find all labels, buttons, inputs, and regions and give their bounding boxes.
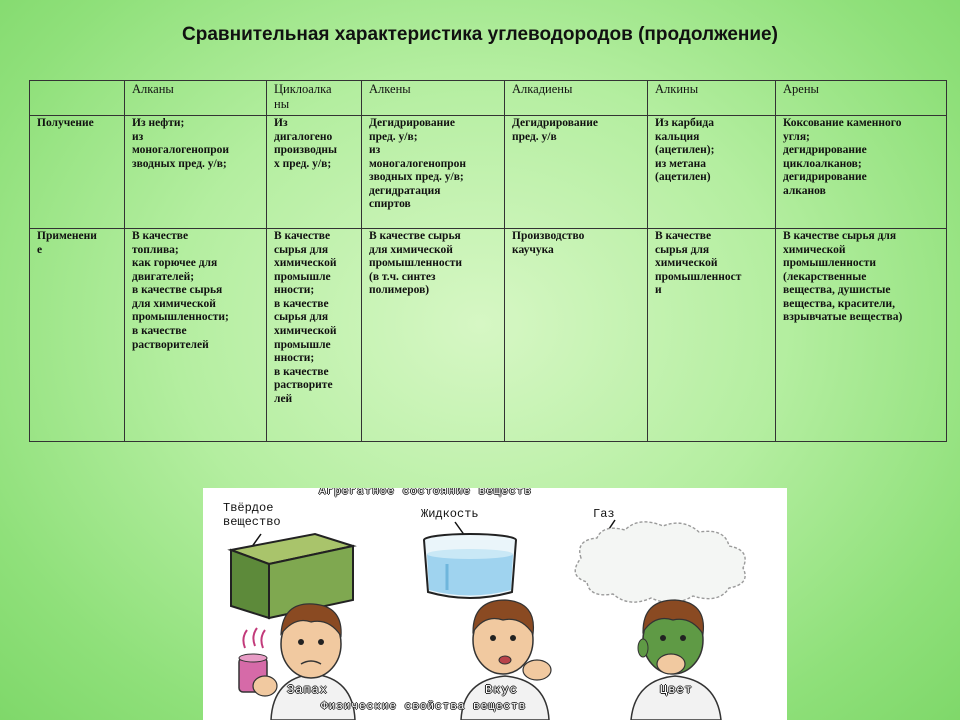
table-cell: В качестве топлива; как горючее для двигателей; в качестве сырья для химической промышленности; в качестве растворителей <box>125 229 267 442</box>
table-cell: Из нефти; из моногалогенопрои зводных пред. у/в; <box>125 116 267 229</box>
solid-label: Твёрдое вещество <box>223 501 281 529</box>
header-cycloalkanes: Циклоалка ны <box>267 81 362 116</box>
gas-label: Газ <box>593 507 615 521</box>
header-alkynes: Алкины <box>648 81 776 116</box>
header-alkadienes: Алкадиены <box>505 81 648 116</box>
table-cell: Производство каучука <box>505 229 648 442</box>
comparison-table <box>29 80 947 442</box>
gas-cloud-icon <box>575 522 745 603</box>
table-cell: В качестве сырья для химической промышленности (в т.ч. синтез полимеров) <box>362 229 505 442</box>
table-cell: Дегидрирование пред. у/в; из моногалогенопрон зводных пред. у/в; дегидратация спиртов <box>362 116 505 229</box>
table-row <box>30 116 947 229</box>
table-cell: Дегидрирование пред. у/в <box>505 116 648 229</box>
table-cell: Из дигалогено производны х пред. у/в; <box>267 116 362 229</box>
sense-label-taste: Вкус <box>485 683 518 697</box>
table-cell: Коксование каменного угля; дегидрирование циклоалканов; дегидрирование алканов <box>776 116 947 229</box>
solid-cube-icon <box>231 534 353 618</box>
bottom-caption: Физические свойства веществ <box>321 701 527 713</box>
header-alkenes: Алкены <box>362 81 505 116</box>
sense-label-color: Цвет <box>660 683 693 697</box>
liquid-label: Жидкость <box>421 507 479 521</box>
row-label-application: Применени е <box>30 229 125 442</box>
person-color-icon <box>631 600 721 720</box>
table-row <box>30 229 947 442</box>
header-alkanes: Алканы <box>125 81 267 116</box>
header-arenes: Арены <box>776 81 947 116</box>
table-cell: В качестве сырья для химической промышленности (лекарственные вещества, душистые вещества, красители, взрывчатые вещества) <box>776 229 947 442</box>
row-label-obtaining: Получение <box>30 116 125 229</box>
header-cell-empty <box>30 81 125 116</box>
sense-label-smell: Запах <box>287 683 329 697</box>
table-cell: Из карбида кальция (ацетилен); из метана (ацетилен) <box>648 116 776 229</box>
states-of-matter-illustration <box>203 488 787 720</box>
top-caption: Агрегатное состояние веществ <box>319 488 532 498</box>
table-header-row <box>30 81 947 116</box>
table-cell: В качестве сырья для химической промышле нности; в качестве сырья для химической промышле нности; в качестве растворите лей <box>267 229 362 442</box>
table-cell: В качестве сырья для химической промышленност и <box>648 229 776 442</box>
slide-title: Сравнительная характеристика углеводородов (продолжение) <box>182 24 778 45</box>
liquid-beaker-icon <box>424 534 516 598</box>
